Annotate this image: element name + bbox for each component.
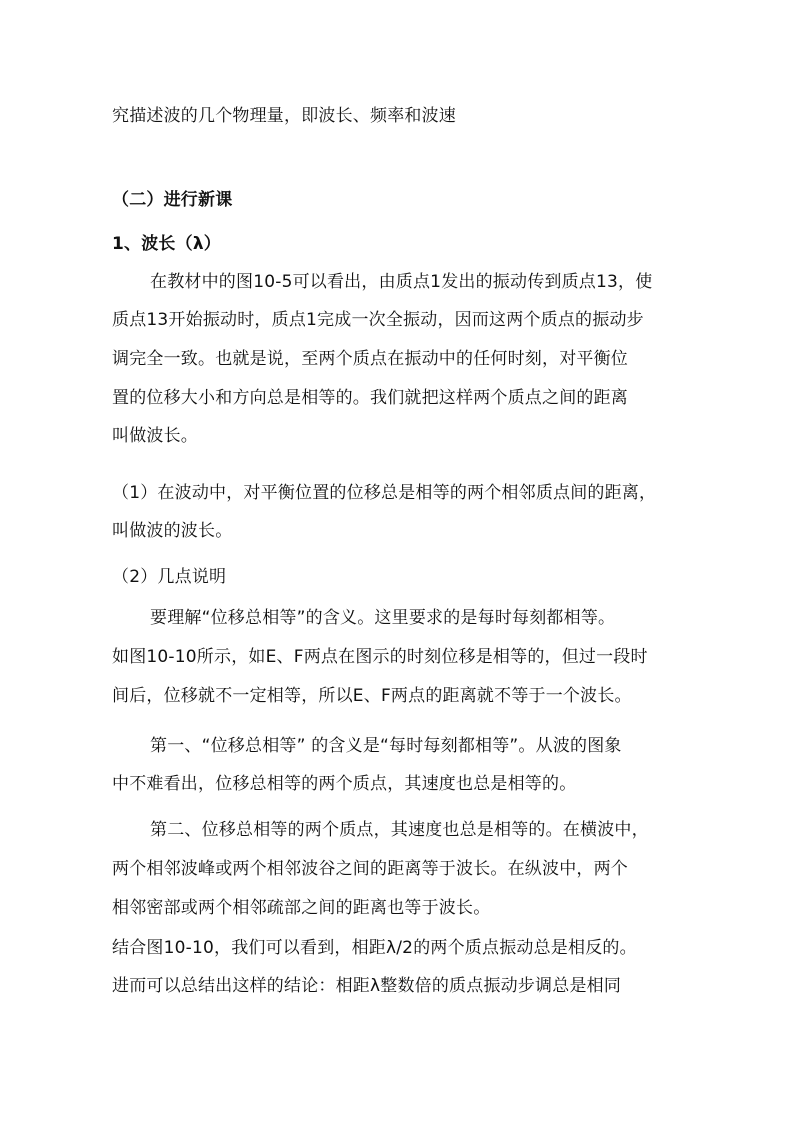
paragraph-4-line: 两个相邻波峰或两个相邻波谷之间的距离等于波长。在纵波中，两个 (112, 859, 628, 879)
paragraph-4-line: 第二、位移总相等的两个质点，其速度也总是相等的。在横波中， (150, 820, 649, 840)
notes-heading: （2）几点说明 (112, 567, 227, 587)
paragraph-1-line: 在教材中的图10-5可以看出，由质点1发出的振动传到质点13，使 (150, 272, 653, 292)
paragraph-2-line: 间后，位移就不一定相等，所以E、F两点的距离就不等于一个波长。 (112, 686, 632, 706)
paragraph-5-line: 进而可以总结出这样的结论：相距λ整数倍的质点振动步调总是相同 (112, 976, 622, 996)
paragraph-1-line: 质点13开始振动时，质点1完成一次全振动，因而这两个质点的振动步 (112, 310, 644, 330)
paragraph-3-line: 中不难看出，位移总相等的两个质点，其速度也总是相等的。 (112, 774, 577, 794)
paragraph-1-line: 叫做波长。 (112, 426, 198, 446)
paragraph-5-line: 结合图10-10，我们可以看到，相距λ/2的两个质点振动总是相反的。 (112, 938, 637, 958)
subsection-heading: 1、波长（λ） (112, 234, 221, 254)
section-heading: （二）进行新课 (112, 190, 233, 210)
definition-line: （1）在波动中，对平衡位置的位移总是相等的两个相邻质点间的距离， (112, 483, 657, 503)
paragraph-2-line: 如图10-10所示，如E、F两点在图示的时刻位移是相等的，但过一段时 (112, 647, 648, 667)
paragraph-3-line: 第一、“位移总相等” 的含义是“每时每刻都相等”。从波的图象 (150, 736, 622, 756)
paragraph-2-line: 要理解“位移总相等”的含义。这里要求的是每时每刻都相等。 (150, 608, 616, 628)
paragraph-1-line: 置的位移大小和方向总是相等的。我们就把这样两个质点之间的距离 (112, 388, 628, 408)
paragraph-1-line: 调完全一致。也就是说，至两个质点在振动中的任何时刻，对平衡位 (112, 349, 628, 369)
intro-line: 究描述波的几个物理量，即波长、频率和波速 (112, 106, 456, 126)
definition-line: 叫做波的波长。 (112, 521, 233, 541)
paragraph-4-line: 相邻密部或两个相邻疏部之间的距离也等于波长。 (112, 898, 491, 918)
